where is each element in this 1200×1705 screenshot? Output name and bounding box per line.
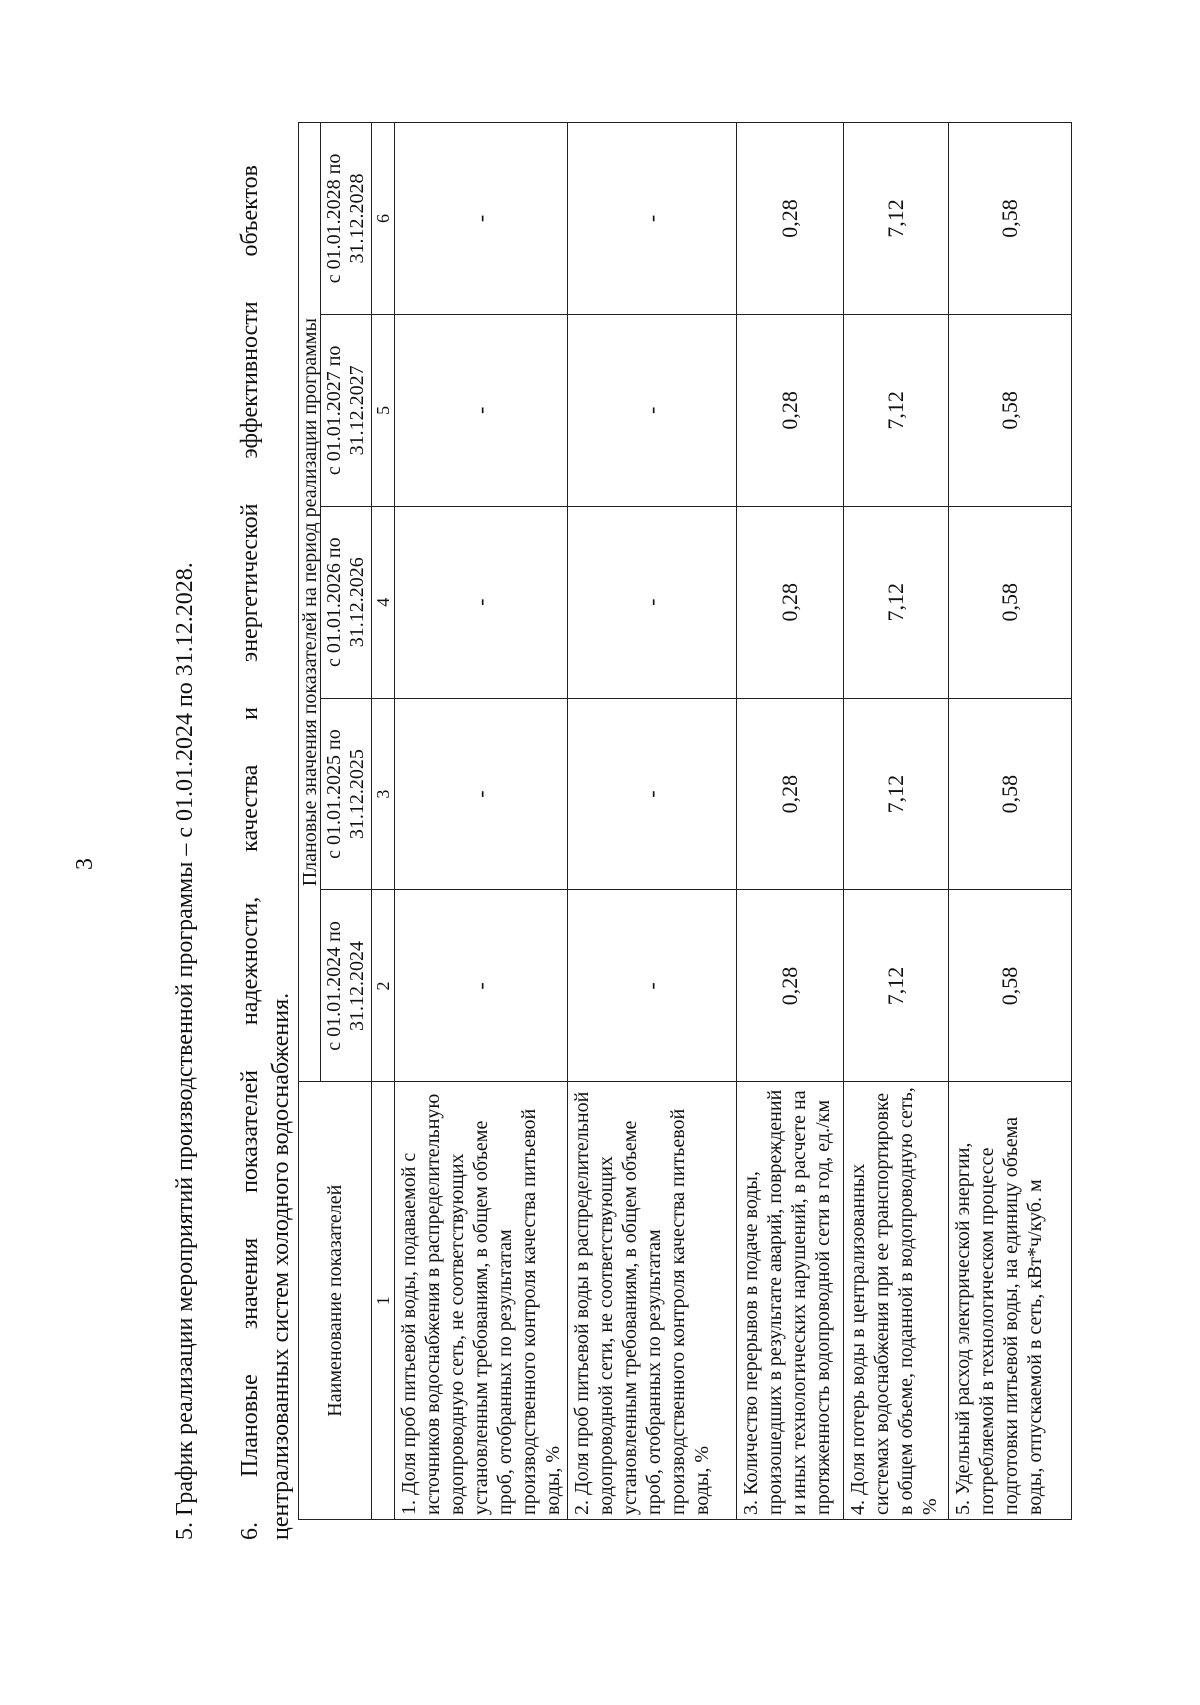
section-6-heading-line2: централизованных систем холодного водоснабжения. — [268, 992, 294, 1540]
indicator-value: - — [395, 314, 568, 506]
indicator-value: 0,28 — [737, 123, 844, 315]
indicator-value: - — [568, 123, 737, 315]
indicator-value: 7,12 — [844, 890, 949, 1082]
header-period: с 01.01.2027 по 31.12.2027 — [321, 314, 372, 506]
indicator-name: 2. Доля проб питьевой воды в распределительной водопроводной сети, не соответствующих установленным требованиям, в общем объеме проб, отобранных по результатам производственного контроля качества питьевой воды, % — [568, 1082, 737, 1520]
table-column-numbers-row — [372, 123, 395, 1520]
indicator-name: 5. Удельный расход электрической энергии, потребляемой в технологическом процессе подготовки питьевой воды, на единицу объема воды, отпускаемой в сеть, кВт*ч/куб. м — [949, 1082, 1072, 1520]
indicator-value: 0,58 — [949, 698, 1072, 890]
indicator-value: - — [395, 698, 568, 890]
column-number: 5 — [372, 314, 395, 506]
indicator-value: 0,28 — [737, 890, 844, 1082]
section-5-heading: 5. График реализации мероприятий производственной программы – с 01.01.2024 по 31.12.2028. — [172, 562, 198, 1540]
indicator-value: 0,58 — [949, 123, 1072, 315]
indicator-value: 7,12 — [844, 314, 949, 506]
indicator-value: 0,28 — [737, 314, 844, 506]
indicator-value: 0,28 — [737, 698, 844, 890]
indicator-value: 0,28 — [737, 506, 844, 698]
column-number: 4 — [372, 506, 395, 698]
header-period: с 01.01.2024 по 31.12.2024 — [321, 890, 372, 1082]
indicator-value: 0,58 — [949, 506, 1072, 698]
header-indicator-name: Наименование показателей — [299, 1082, 372, 1520]
indicator-value: 0,58 — [949, 314, 1072, 506]
header-planned-values: Плановые значения показателей на период реализации программы — [299, 123, 321, 1082]
header-period: с 01.01.2028 по 31.12.2028 — [321, 123, 372, 315]
indicator-name: 1. Доля проб питьевой воды, подаваемой с источников водоснабжения в распределительную водопроводную сеть, не соответствующих установленным требованиям, в общем объеме проб, отобранных по результатам производственного контроля качества питьевой воды, % — [395, 1082, 568, 1520]
header-period: с 01.01.2026 по 31.12.2026 — [321, 506, 372, 698]
indicator-value: - — [568, 698, 737, 890]
section-6-heading — [235, 165, 297, 1540]
table-header-row — [299, 123, 321, 1520]
indicator-value: - — [395, 506, 568, 698]
indicator-value: 7,12 — [844, 698, 949, 890]
indicator-value: 7,12 — [844, 506, 949, 698]
table-row — [568, 123, 737, 1520]
header-period: с 01.01.2025 по 31.12.2025 — [321, 698, 372, 890]
indicator-value: - — [568, 314, 737, 506]
column-number: 6 — [372, 123, 395, 315]
table-row — [949, 123, 1072, 1520]
column-number: 1 — [372, 1082, 395, 1520]
indicator-value: - — [395, 890, 568, 1082]
page-number: 3 — [72, 858, 98, 870]
table-row — [395, 123, 568, 1520]
section-6-heading-line1: 6. Плановые значения показателей надежности, качества и энергетической эффективности объектов — [237, 165, 263, 1540]
indicator-value: - — [568, 506, 737, 698]
indicator-value: 7,12 — [844, 123, 949, 315]
table-row — [844, 123, 949, 1520]
table-row — [737, 123, 844, 1520]
indicator-value: - — [395, 123, 568, 315]
column-number: 2 — [372, 890, 395, 1082]
indicators-table — [298, 122, 1072, 1520]
indicator-name: 4. Доля потерь воды в централизованных системах водоснабжения при ее транспортировке в общем объеме, поданной в водопроводную сеть, % — [844, 1082, 949, 1520]
column-number: 3 — [372, 698, 395, 890]
indicator-value: 0,58 — [949, 890, 1072, 1082]
indicator-name: 3. Количество перерывов в подаче воды, произошедших в результате аварий, повреждений и иных технологических нарушений, в расчете на протяженность водопроводной сети в год, ед./км — [737, 1082, 844, 1520]
indicator-value: - — [568, 890, 737, 1082]
